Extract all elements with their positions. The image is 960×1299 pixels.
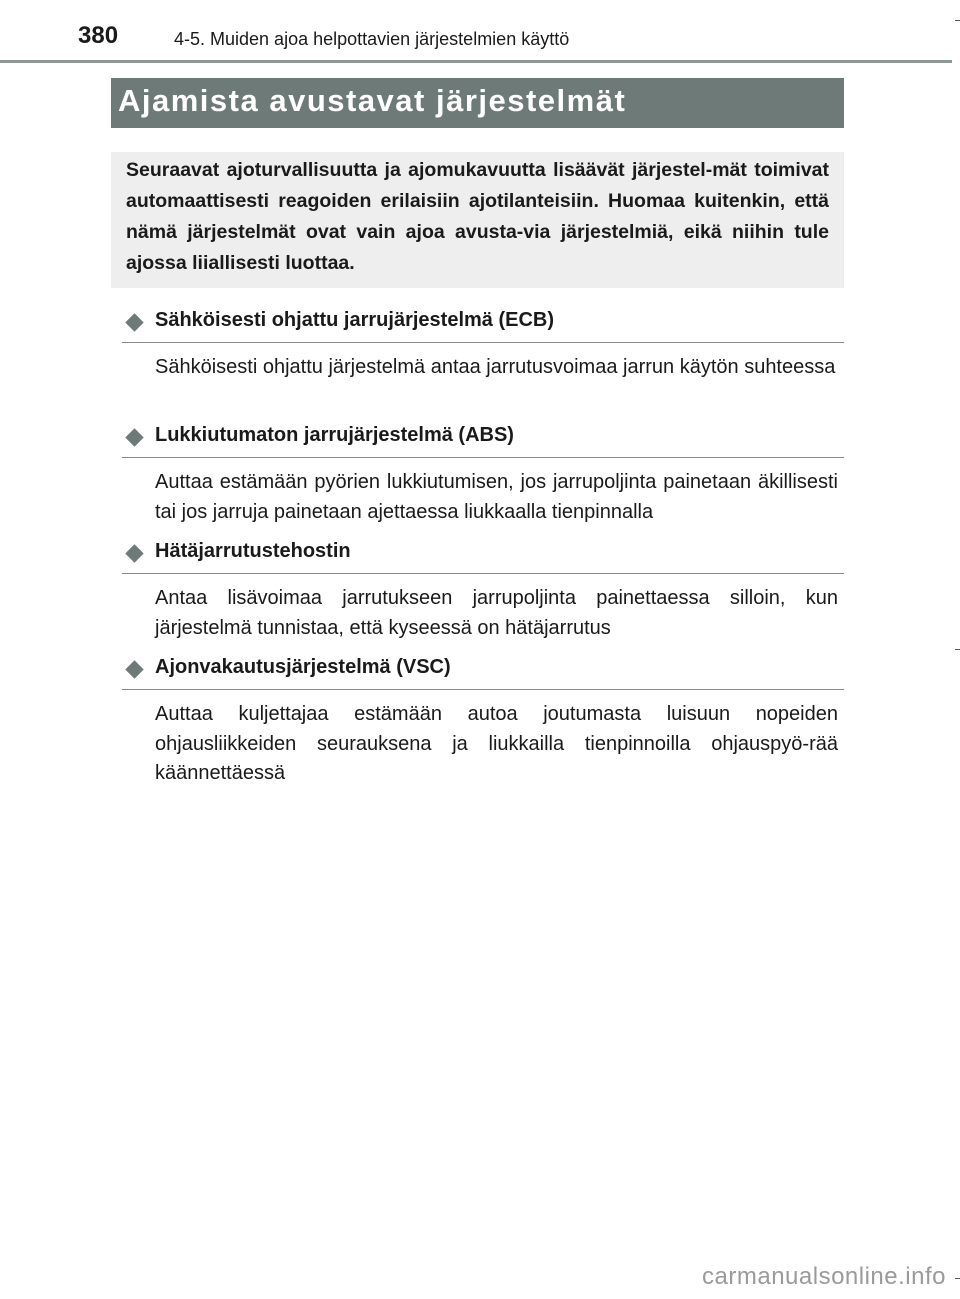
feature-vsc: [122, 655, 844, 789]
feature-title: Ajonvakautusjärjestelmä (VSC): [155, 656, 451, 678]
diamond-bullet-icon: [125, 660, 143, 678]
feature-title: Sähköisesti ohjattu jarrujärjestelmä (ECB): [155, 309, 555, 331]
crop-mark-top: [955, 20, 960, 21]
watermark: carmanualsonline.info: [702, 1263, 946, 1290]
page-number: 380: [78, 22, 119, 49]
feature-heading: [122, 308, 844, 343]
feature-ecb: [122, 308, 844, 383]
section-title: Ajamista avustavat järjestelmät: [118, 83, 627, 118]
diamond-bullet-icon: [125, 544, 143, 562]
intro-text: Seuraavat ajoturvallisuutta ja ajomukavuutta lisäävät järjestel-mät toimivat automaattisesti reagoiden erilaisiin ajotilanteisiin. Huomaa kuitenkin, että nämä järjestelmät ovat vain ajoa avusta-via järjestelmiä, eikä niihin tule ajossa liiallisesti luottaa.: [126, 159, 829, 274]
feature-description: Auttaa kuljettajaa estämään autoa joutumasta luisuun nopeiden ohjausliikkeiden seurauksena ja liukkailla tienpinnoilla ohjauspyö-rää käännettäessä: [155, 703, 838, 784]
feature-description: Sähköisesti ohjattu järjestelmä antaa jarrutusvoimaa jarrun käytön suhteessa: [155, 356, 836, 378]
page-header: [0, 0, 960, 62]
feature-title: Hätäjarrutustehostin: [155, 540, 351, 562]
diamond-bullet-icon: [125, 313, 143, 331]
chapter-title: 4-5. Muiden ajoa helpottavien järjestelmien käyttö: [174, 29, 570, 49]
diamond-bullet-icon: [125, 428, 143, 446]
header-rule: [0, 60, 952, 63]
feature-description: Auttaa estämään pyörien lukkiutumisen, jos jarrupoljinta painetaan äkillisesti tai jos jarruja painetaan ajettaessa liukkaalla tienpinnalla: [155, 471, 838, 523]
feature-abs: [122, 423, 844, 527]
feature-heading: [122, 655, 844, 690]
feature-heading: [122, 539, 844, 574]
feature-heading: [122, 423, 844, 458]
feature-title: Lukkiutumaton jarrujärjestelmä (ABS): [155, 424, 514, 446]
crop-mark-middle: [955, 649, 960, 650]
crop-mark-bottom: [955, 1278, 960, 1279]
feature-brake-assist: [122, 539, 844, 643]
feature-description: Antaa lisävoimaa jarrutukseen jarrupoljinta painettaessa silloin, kun järjestelmä tunnistaa, että kyseessä on hätäjarrutus: [155, 587, 838, 639]
